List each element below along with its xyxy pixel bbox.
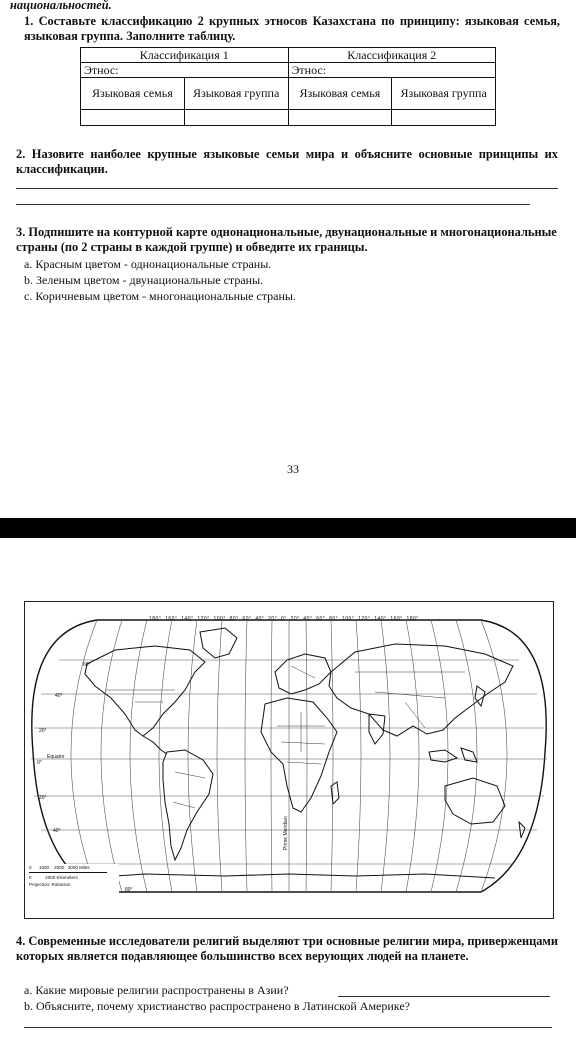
lat-label-80s: 80° [125,887,133,893]
map-scale-box [29,864,119,898]
lon-label: 60° [242,616,252,622]
scale-label: 0 [29,875,32,880]
lon-label: 120° [197,616,210,622]
scale-label: 2000 [54,865,65,870]
lon-label: 160° [165,616,178,622]
q3-item-b: b. Зеленым цветом - двунациональные страны. [24,273,264,287]
lon-label: 120° [358,616,371,622]
longitude-labels [149,616,419,622]
lat-label-20s: 20° [39,795,47,801]
answer-line[interactable] [16,188,558,189]
ethnos-cell-1[interactable]: Этнос: [81,63,289,78]
lon-label: 0° [281,616,287,622]
top-fragment: национальностей. [10,0,112,12]
q4-item-b: b. Объясните, почему христианство распространено в Латинской Америке? [24,999,410,1013]
lon-label: 180° [149,616,162,622]
lon-label: 180° [406,616,419,622]
question-2-text: 2. Назовите наиболее крупные языковые семьи мира и объясните основные принципы их классификации. [16,147,558,176]
table-col-language-family-1: Языковая семья [81,78,185,110]
ethnos-cell-2[interactable]: Этнос: [288,63,496,78]
table-col-language-family-2: Языковая семья [288,78,392,110]
answer-cell[interactable] [288,110,392,126]
scale-label: 0 [29,865,32,870]
answer-line[interactable] [338,996,550,997]
lon-label: 40° [255,616,265,622]
question-4-text: 4. Современные исследователи религий выделяют три основные религии мира, приверженцами которых является подавляющее большинство всех верующих людей на планете. [16,934,558,963]
answer-cell[interactable] [184,110,288,126]
lon-label: 160° [390,616,403,622]
equator-label: Equator [47,754,65,760]
q3-item-c: c. Коричневым цветом - многонациональные страны. [24,289,296,303]
answer-line[interactable] [24,1027,552,1028]
q3-item-a: a. Красным цветом - однонациональные страны. [24,257,272,271]
scale-label: 1000 [39,865,50,870]
table-col-language-group-2: Языковая группа [392,78,496,110]
scale-miles [29,864,119,871]
prime-meridian-label: Prime Meridian [283,816,289,850]
scale-bar [29,872,107,873]
lon-label: 60° [316,616,326,622]
lat-label-20n: 20° [39,728,47,734]
lat-label-40n: 40° [55,693,63,699]
lon-label: 140° [374,616,387,622]
q4-item-a: a. Какие мировые религии распространены в Азии? [24,983,289,997]
lon-label: 20° [290,616,300,622]
lat-label-40s: 40° [53,828,61,834]
lon-label: 140° [181,616,194,622]
lon-label: 100° [213,616,226,622]
world-contour-map[interactable] [24,601,554,919]
question-1-text: 1. Составьте классификацию 2 крупных этносов Казахстана по принципу: языковая семья, языковая группа. Заполните таблицу. [24,14,560,43]
scale-label: 2000 Kilometers [45,875,78,880]
table-header-classification-2: Классификация 2 [288,48,496,63]
lon-label: 80° [229,616,239,622]
lon-label: 100° [341,616,355,622]
page-separator [0,518,576,538]
lon-label: 40° [303,616,313,622]
lon-label: 80° [329,616,339,622]
page-number: 33 [287,462,299,476]
table-header-classification-1: Классификация 1 [81,48,289,63]
table-col-language-group-1: Языковая группа [184,78,288,110]
scale-label: 3000 Miles [67,865,90,870]
answer-cell[interactable] [392,110,496,126]
lon-label: 20° [268,616,278,622]
answer-cell[interactable] [81,110,185,126]
lat-label-equator: 0° [37,760,42,766]
projection-label: Projection: Robinson [29,882,71,887]
classification-table [80,47,496,126]
question-3-text: 3. Подпишите на контурной карте однонациональные, двунациональные и многонациональные страны (по 2 страны в каждой группе) и обведите их границы. [16,225,557,254]
answer-line[interactable] [16,204,530,205]
lat-label-60n: 60° [83,662,91,668]
scale-km [29,874,119,881]
